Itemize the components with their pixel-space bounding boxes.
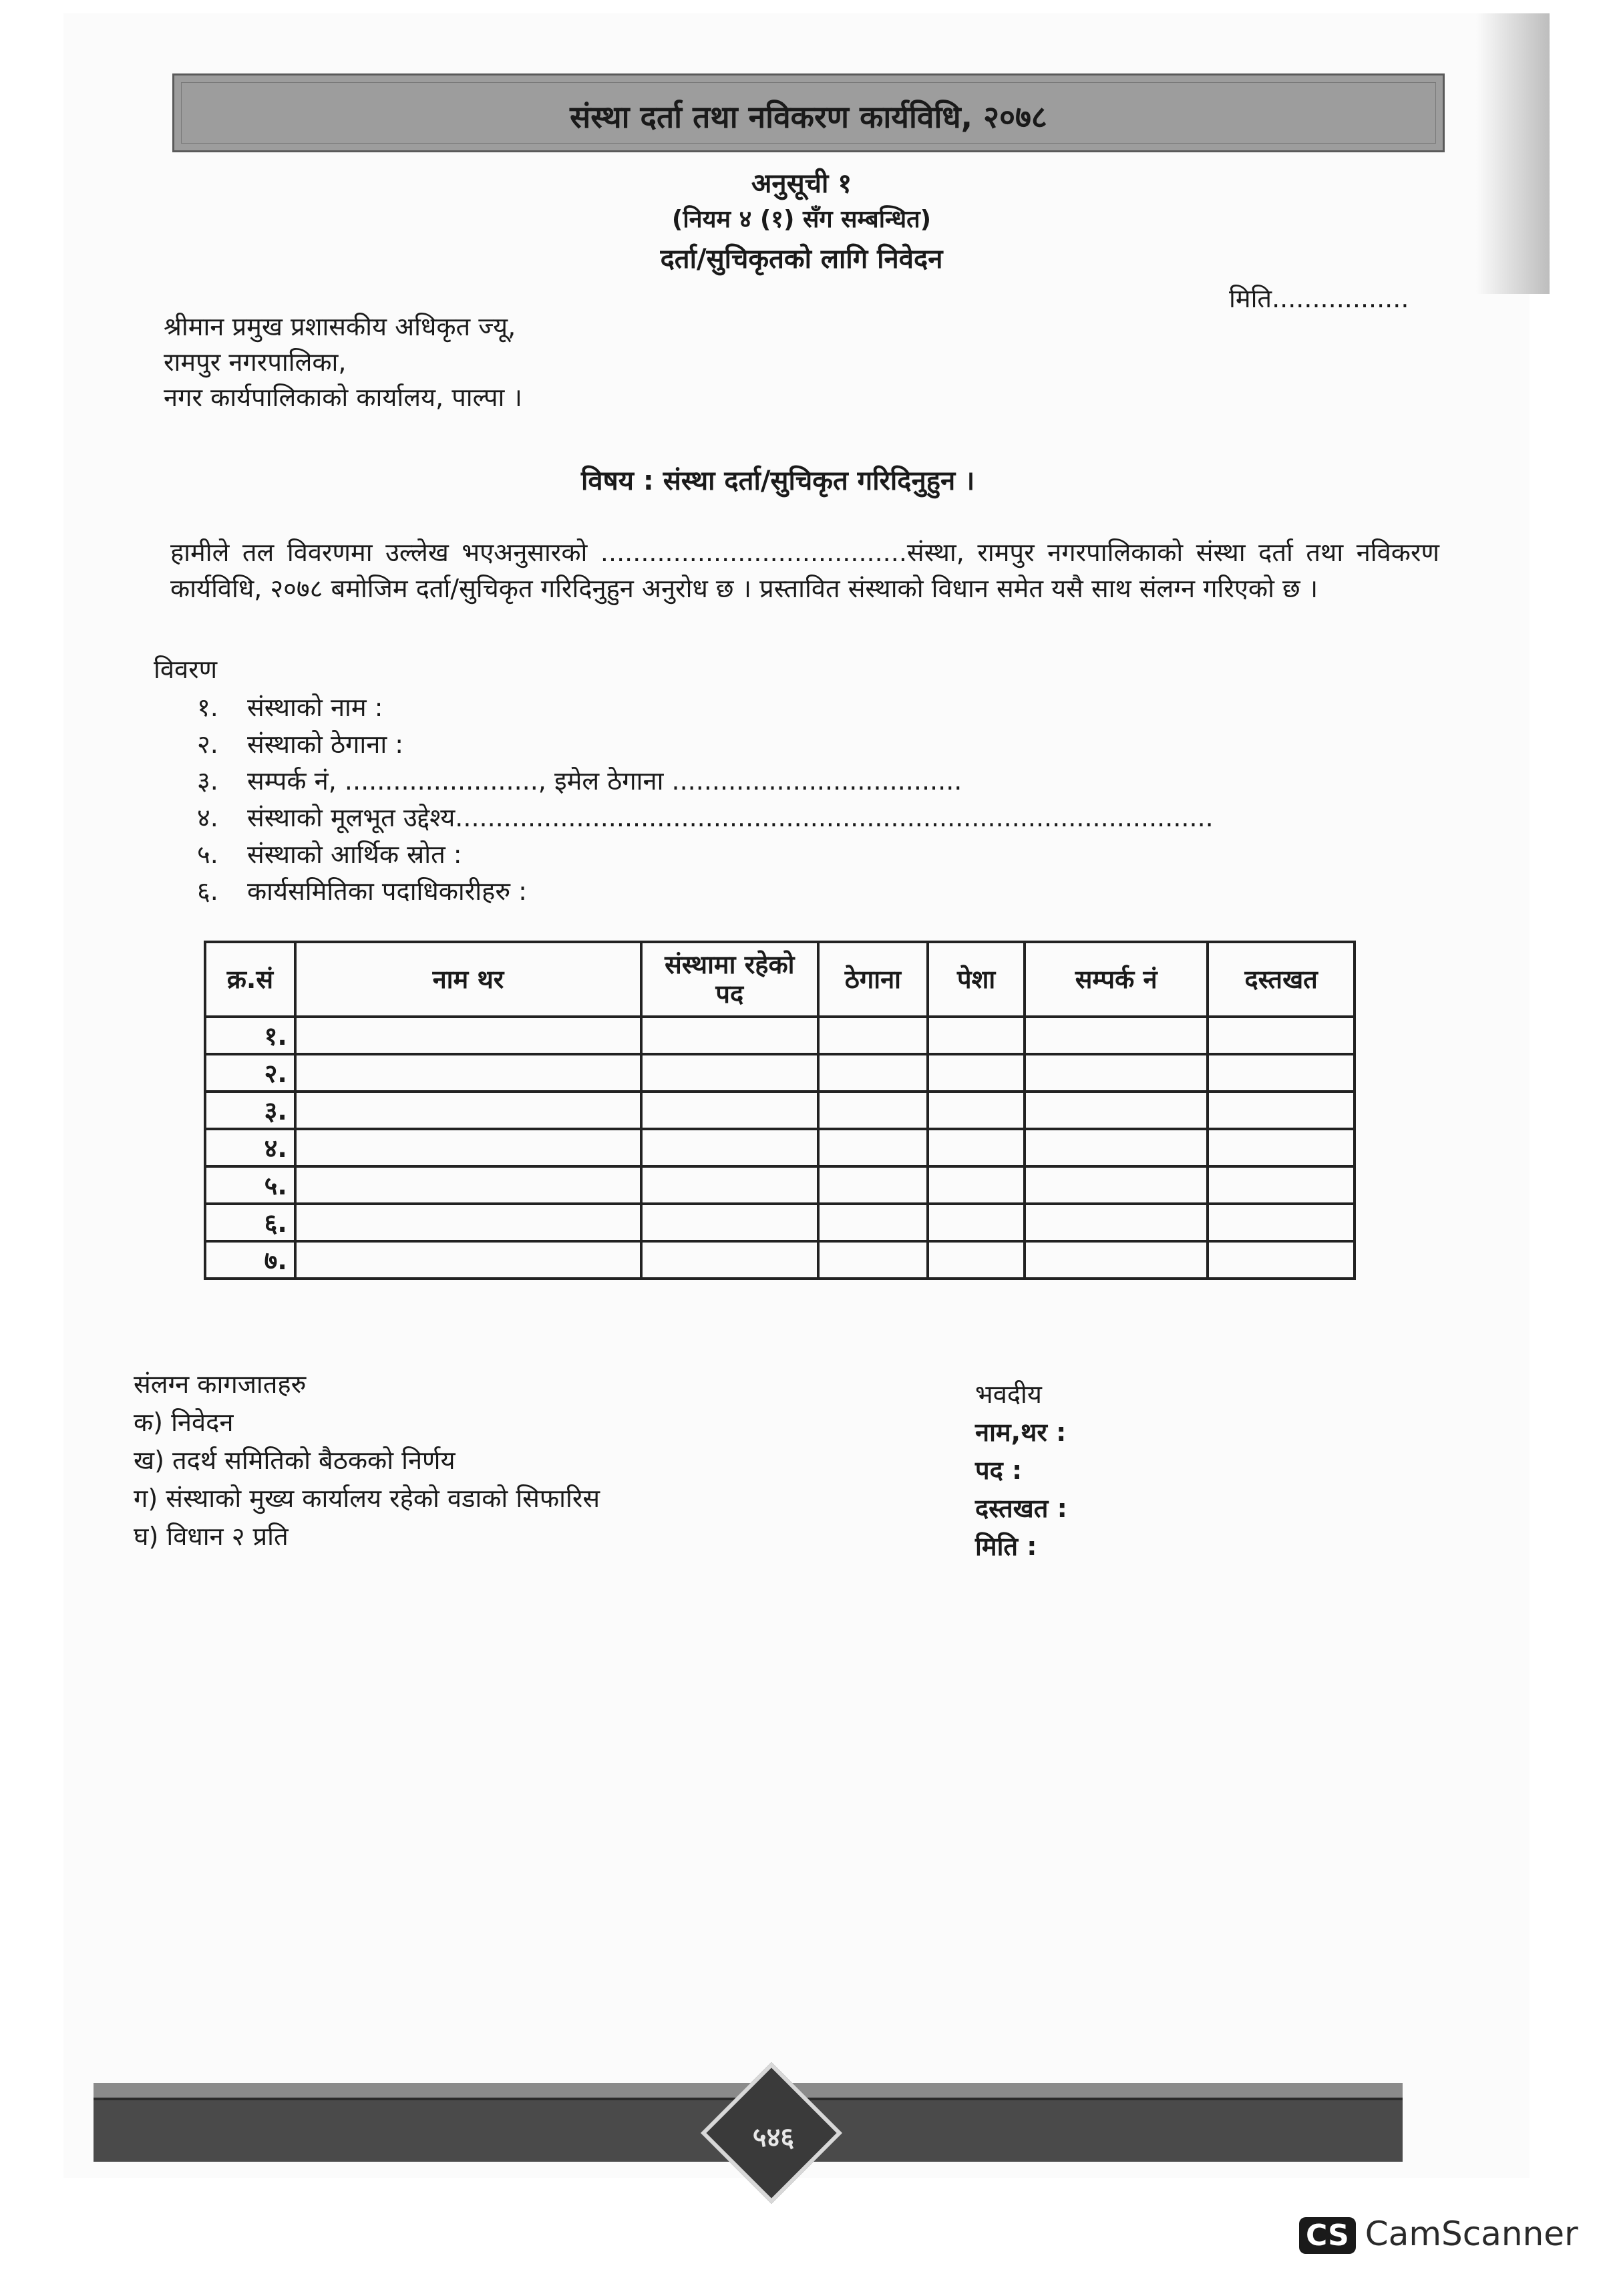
table-row <box>205 1241 1355 1279</box>
details-item-number: ५. <box>197 840 218 869</box>
page-shadow <box>1476 13 1550 294</box>
details-item-number: ३. <box>197 766 218 796</box>
signer-post-label: पद : <box>975 1456 1023 1485</box>
details-item-number: १. <box>197 693 218 722</box>
column-header-signature: दस्तखत <box>1208 942 1355 1017</box>
row-serial: ३. <box>205 1092 295 1129</box>
table-row <box>205 1017 1355 1054</box>
details-item-text: सम्पर्क नं, ........................, इमेल ठेगाना .................................... <box>247 766 962 796</box>
contact-cell[interactable] <box>1025 1241 1208 1279</box>
row-serial: ६. <box>205 1204 295 1241</box>
name-cell[interactable] <box>295 1241 641 1279</box>
details-item-text: संस्थाको ठेगाना : <box>247 729 404 759</box>
signature-cell[interactable] <box>1208 1017 1355 1054</box>
row-serial: १. <box>205 1017 295 1054</box>
addressee-line-2: रामपुर नगरपालिका, <box>164 347 347 377</box>
contact-cell[interactable] <box>1025 1017 1208 1054</box>
signature-cell[interactable] <box>1208 1241 1355 1279</box>
profession-cell[interactable] <box>928 1092 1025 1129</box>
header-title: संस्था दर्ता तथा नविकरण कार्यविधि, २०७८ <box>570 99 1047 135</box>
contact-cell[interactable] <box>1025 1092 1208 1129</box>
rule-reference: (नियम ४ (१) सँग सम्बन्धित) <box>671 206 932 233</box>
address-cell[interactable] <box>818 1204 928 1241</box>
attachment-item: क) निवेदन <box>134 1408 234 1437</box>
position-cell[interactable] <box>641 1092 818 1129</box>
position-cell[interactable] <box>641 1204 818 1241</box>
attachments-heading: संलग्न कागजातहरु <box>134 1369 307 1399</box>
schedule-heading: अनुसूची १ <box>751 168 852 199</box>
closing-salutation: भवदीय <box>975 1379 1042 1409</box>
column-header-position: संस्थामा रहेको पद <box>641 942 818 1017</box>
details-item-text: संस्थाको मूलभूत उद्देश्य.............................................................................................. <box>247 803 1214 832</box>
details-item-number: २. <box>197 729 218 759</box>
details-item <box>197 873 527 908</box>
column-header-address: ठेगाना <box>818 942 928 1017</box>
column-header-profession: पेशा <box>928 942 1025 1017</box>
table-row <box>205 1092 1355 1129</box>
signature-cell[interactable] <box>1208 1204 1355 1241</box>
date-line: मिति................. <box>1229 284 1409 313</box>
name-cell[interactable] <box>295 1054 641 1092</box>
profession-cell[interactable] <box>928 1017 1025 1054</box>
details-item-text: संस्थाको आर्थिक स्रोत : <box>247 840 462 869</box>
table-header-row <box>205 942 1355 1017</box>
signature-cell[interactable] <box>1208 1054 1355 1092</box>
contact-cell[interactable] <box>1025 1054 1208 1092</box>
details-item <box>197 726 403 761</box>
details-item <box>197 800 1214 834</box>
table-row <box>205 1166 1355 1204</box>
row-serial: ७. <box>205 1241 295 1279</box>
table-row <box>205 1054 1355 1092</box>
column-header-contact: सम्पर्क नं <box>1025 942 1208 1017</box>
table-row <box>205 1204 1355 1241</box>
position-cell[interactable] <box>641 1241 818 1279</box>
name-cell[interactable] <box>295 1092 641 1129</box>
addressee-line-1: श्रीमान प्रमुख प्रशासकीय अधिकृत ज्यू, <box>164 312 516 341</box>
address-cell[interactable] <box>818 1166 928 1204</box>
position-cell[interactable] <box>641 1166 818 1204</box>
name-cell[interactable] <box>295 1129 641 1166</box>
details-item-number: ४. <box>197 803 218 832</box>
row-serial: ५. <box>205 1166 295 1204</box>
profession-cell[interactable] <box>928 1129 1025 1166</box>
details-item-text: कार्यसमितिका पदाधिकारीहरु : <box>247 876 527 906</box>
contact-cell[interactable] <box>1025 1129 1208 1166</box>
name-cell[interactable] <box>295 1166 641 1204</box>
addressee-line-3: नगर कार्यपालिकाको कार्यालय, पाल्पा । <box>164 383 522 412</box>
form-title: दर्ता/सुचिकृतको लागि निवेदन <box>660 244 943 275</box>
profession-cell[interactable] <box>928 1204 1025 1241</box>
signature-cell[interactable] <box>1208 1129 1355 1166</box>
signer-date-label: मिति : <box>975 1532 1037 1561</box>
row-serial: २. <box>205 1054 295 1092</box>
address-cell[interactable] <box>818 1129 928 1166</box>
page-number: ५४६ <box>752 2122 795 2153</box>
attachment-item: घ) विधान २ प्रति <box>134 1522 289 1551</box>
details-item-text: संस्थाको नाम : <box>247 693 383 722</box>
attachment-item: ख) तदर्थ समितिको बैठकको निर्णय <box>134 1446 456 1475</box>
signature-cell[interactable] <box>1208 1092 1355 1129</box>
profession-cell[interactable] <box>928 1241 1025 1279</box>
watermark-text: CamScanner <box>1365 2215 1578 2253</box>
name-cell[interactable] <box>295 1017 641 1054</box>
details-item <box>197 836 462 871</box>
position-cell[interactable] <box>641 1017 818 1054</box>
address-cell[interactable] <box>818 1017 928 1054</box>
signature-cell[interactable] <box>1208 1166 1355 1204</box>
details-item <box>197 689 383 724</box>
attachment-item: ग) संस्थाको मुख्य कार्यालय रहेको वडाको सिफारिस <box>134 1484 600 1513</box>
details-item-number: ६. <box>197 876 218 906</box>
profession-cell[interactable] <box>928 1054 1025 1092</box>
position-cell[interactable] <box>641 1054 818 1092</box>
body-paragraph: हामीले तल विवरणमा उल्लेख भएअनुसारको ......................................संस्था, रामपुर नगरपालिकाको संस्था दर्ता तथा नविकरण कार्यविधि, २०७८ बमोजिम दर्ता/सुचिकृत गरिदिनुहुन अनुरोध छ । प्रस्तावित संस्थाको विधान समेत यसै साथ संलग्न गरिएको छ । <box>170 538 1439 603</box>
table-row <box>205 1129 1355 1166</box>
contact-cell[interactable] <box>1025 1166 1208 1204</box>
signer-signature-label: दस्तखत : <box>975 1494 1067 1523</box>
contact-cell[interactable] <box>1025 1204 1208 1241</box>
address-cell[interactable] <box>818 1054 928 1092</box>
column-header-serial: क्र.सं <box>205 942 295 1017</box>
subject-line: विषय : संस्था दर्ता/सुचिकृत गरिदिनुहुन । <box>581 466 975 496</box>
name-cell[interactable] <box>295 1204 641 1241</box>
position-cell[interactable] <box>641 1129 818 1166</box>
row-serial: ४. <box>205 1129 295 1166</box>
details-heading: विवरण <box>154 655 218 684</box>
details-item <box>197 763 962 798</box>
officers-table <box>204 941 1356 1280</box>
camscanner-logo-icon: CS <box>1299 2217 1356 2254</box>
address-cell[interactable] <box>818 1241 928 1279</box>
profession-cell[interactable] <box>928 1166 1025 1204</box>
signer-name-label: नाम,थर : <box>975 1418 1067 1447</box>
scanner-watermark <box>1299 2215 1578 2254</box>
address-cell[interactable] <box>818 1092 928 1129</box>
header-band <box>172 73 1445 152</box>
column-header-name: नाम थर <box>295 942 641 1017</box>
